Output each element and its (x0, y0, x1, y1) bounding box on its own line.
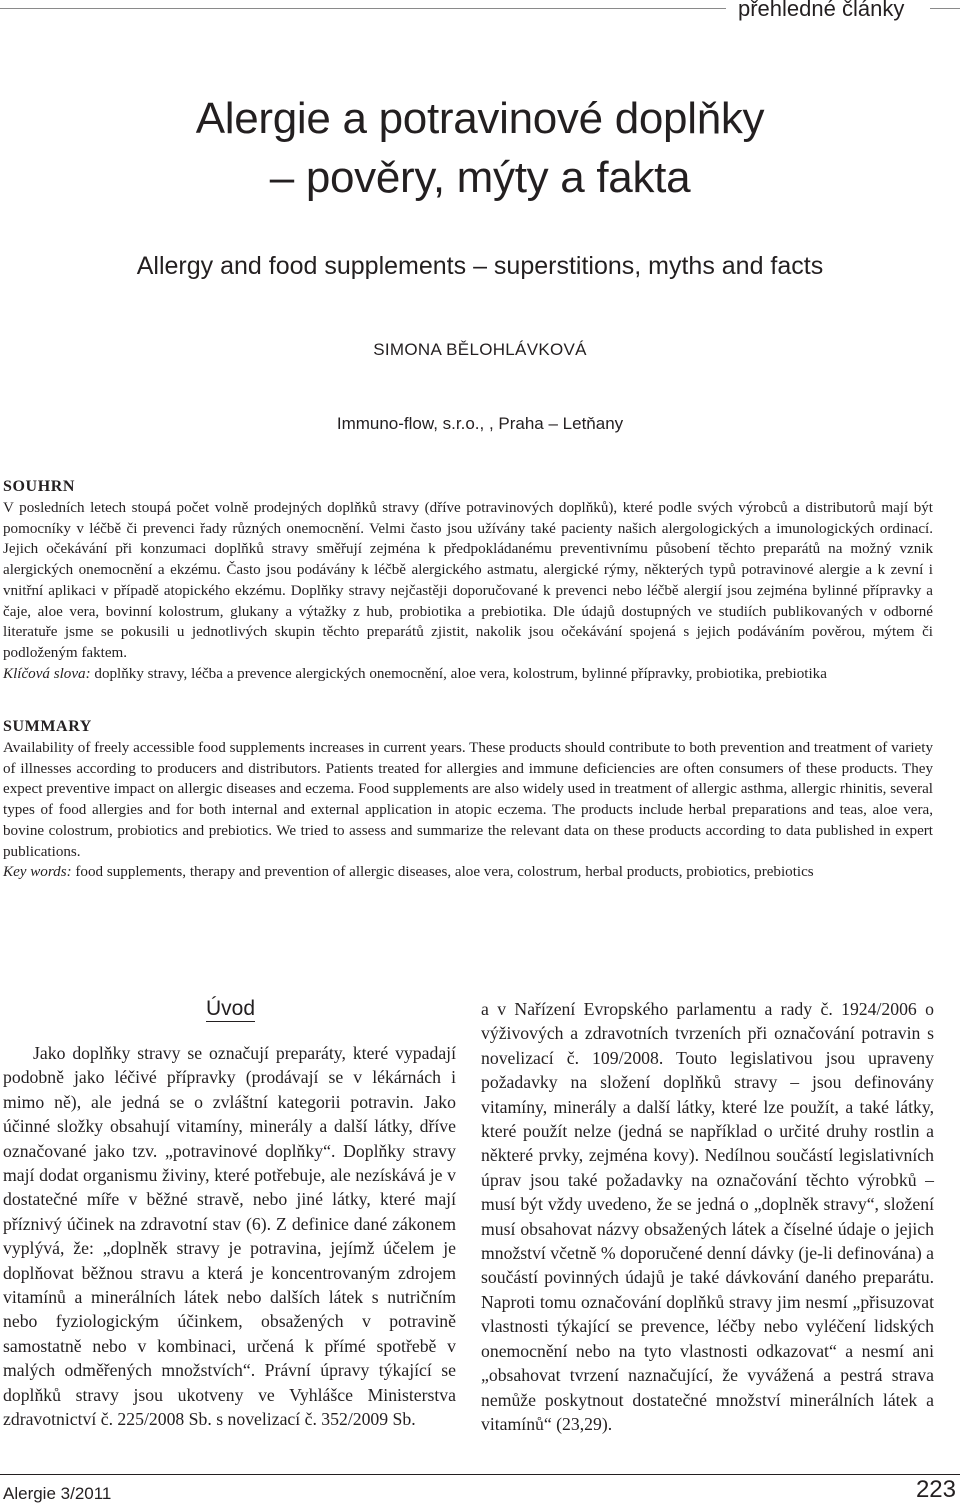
page-number: 223 (915, 1476, 956, 1503)
article-subtitle: Allergy and food supplements – superstitions, myths and facts (136, 252, 824, 280)
summary-keywords-text: food supplements, therapy and prevention of allergic diseases, aloe vera, colostrum, herbal products, probiotics, prebiotics (75, 864, 814, 881)
souhrn-body: V posledních letech stoupá počet volně prodejných doplňků stravy (dříve potravinových doplňků), které podle svých výrobců a distributorů mají být pomocníky v léčbě či prevenci řady různých onemocnění. Velmi často jsou užívány také pacienty našich alergologických a imunologických ordinací. Jejich očekávání při konzumaci doplňků stravy směřují zejména k předpokládanému preventivnímu působení těchto preparátů na možný vznik alergických onemocnění a ekzému. Často jsou podávány k léčbě alergického astmatu, alergické rýmy, některých typů potravinové alergie a k zevní i vnitřní aplikaci v případě atopického ekzému. Doplňky stravy nejčastěji doporučované k prevenci nebo léčbě alergií jsou zejména bylinné přípravky a čaje, aloe vera, bovinní kolostrum, glukany a výtažky z hub, probiotika a prebiotika. Dle údajů dostupných ve studiích publikovaných v odborné literatuře jsme se pokusili u jednotlivých skupin těchto preparátů zjistit, nakolik jsou očekávání spojená s jejich podáváním pověrou, mýtem či podloženým faktem. (3, 500, 933, 661)
author-name: SIMONA BĚLOHLÁVKOVÁ (373, 340, 587, 359)
intro-column-left (3, 1041, 456, 1432)
header-rule-right (930, 8, 960, 9)
souhrn-heading: SOUHRN (3, 478, 76, 495)
article-title-line1: Alergie a potravinové doplňky (195, 94, 765, 143)
article-title-line2: – pověry, mýty a fakta (269, 153, 691, 202)
souhrn-keywords-label: Klíčová slova: (3, 665, 91, 682)
intro-paragraph-left: Jako doplňky stravy se označují preparáty, které vypadají podobně jako léčivé přípravky (prodávají se v lékárnách i mimo ně), ale jedná se o zvláštní kategorii potravin. Jako účinné složky obsahují vitamíny, minerály a další látky, dříve označované jako tzv. „potravinové doplňky“. Doplňky stravy mají dodat organismu živiny, které potřebuje, ale nezískává je v dostatečné míře v běžné stravě, nebo jiné látky, které mají příznivý účinek na zdravotní stav (6). Z definice dané zákonem vyplývá, že: „doplněk stravy je potravina, jejímž účelem je doplňovat běžnou stravu a která je koncentrovaným zdrojem vitamínů a minerálních látek nebo dalších látek s nutričním nebo fyziologickým účinkem, obsažených v potravině samostatně nebo v kombinaci, určená k přímé spotřebě v malých odměřených množstvích“. Právní úpravy týkající se doplňků stravy jsou ukotveny ve Vyhlášce Ministerstva zdravotnictví č. 225/2008 Sb. s novelizací č. 352/2009 Sb. (3, 1043, 456, 1430)
intro-column-right (481, 997, 934, 1436)
souhrn-keywords (3, 664, 933, 685)
author-affiliation: Immuno-flow, s.r.o., , Praha – Letňany (336, 414, 624, 433)
souhrn-keywords-text: doplňky stravy, léčba a prevence alergických onemocnění, aloe vera, kolostrum, bylinné přípravky, probiotika, prebiotika (94, 665, 827, 682)
section-label: přehledné články (738, 0, 905, 21)
journal-issue: Alergie 3/2011 (3, 1484, 112, 1503)
souhrn-abstract (3, 498, 933, 684)
intro-heading: Úvod (206, 997, 256, 1020)
header-rule-left (0, 8, 726, 9)
summary-heading: SUMMARY (3, 718, 92, 735)
summary-abstract (3, 738, 933, 883)
intro-paragraph-right: a v Nařízení Evropského parlamentu a rady č. 1924/2006 o výživových a zdravotních tvrzeních při označování potravin s novelizací č. 109/2008. Touto legislativou jsou upraveny požadavky na složení doplňků stravy – jsou definovány vitamíny, minerály a další látky, které lze použít, a také látky, které použít nelze (jedná se například o určité druhy rostlin a některé prvky, zejména kovy). Nedílnou součástí legislativních úprav jsou také požadavky na označování těchto výrobků – musí být vždy uvedeno, že se jedná o „doplněk stravy“, složení musí obsahovat názvy obsažených látek a číselné údaje o jejich množství včetně % doporučené denní dávky (je-li definována) a součástí povinných údajů je také dávkování daného preparátu. Naproti tomu označování doplňků stravy jim nesmí „přisuzovat vlastnosti týkající se prevence, léčby nebo vyléčení lidských onemocnění nebo na tyto vlastnosti odkazovat“ a nesmí ani „obsahovat tvrzení naznačující, že vyvážená a pestrá strava nemůže poskytnout dostatečné množství minerálních látek a vitamínů“ (23,29). (481, 999, 934, 1434)
footer-rule (0, 1474, 960, 1475)
summary-keywords-label: Key words: (3, 864, 72, 881)
summary-body: Availability of freely accessible food supplements increases in current years. These products should contribute to both prevention and treatment of variety of illnesses according to producers and distributors. Patients treated for allergies and immune deficiencies are often consumers of these products. They expect preventive impact on allergic diseases and eczema. Food supplements are also widely used in treatment of allergic asthma, allergic rhinitis, several types of food allergies and for both internal and external application in atopic eczema. The products include herbal preparations and teas, aloe vera, bovine colostrum, probiotics and prebiotics. We tried to assess and summarize the relevant data on these products according to data published in expert publications. (3, 740, 933, 860)
summary-keywords (3, 862, 933, 883)
